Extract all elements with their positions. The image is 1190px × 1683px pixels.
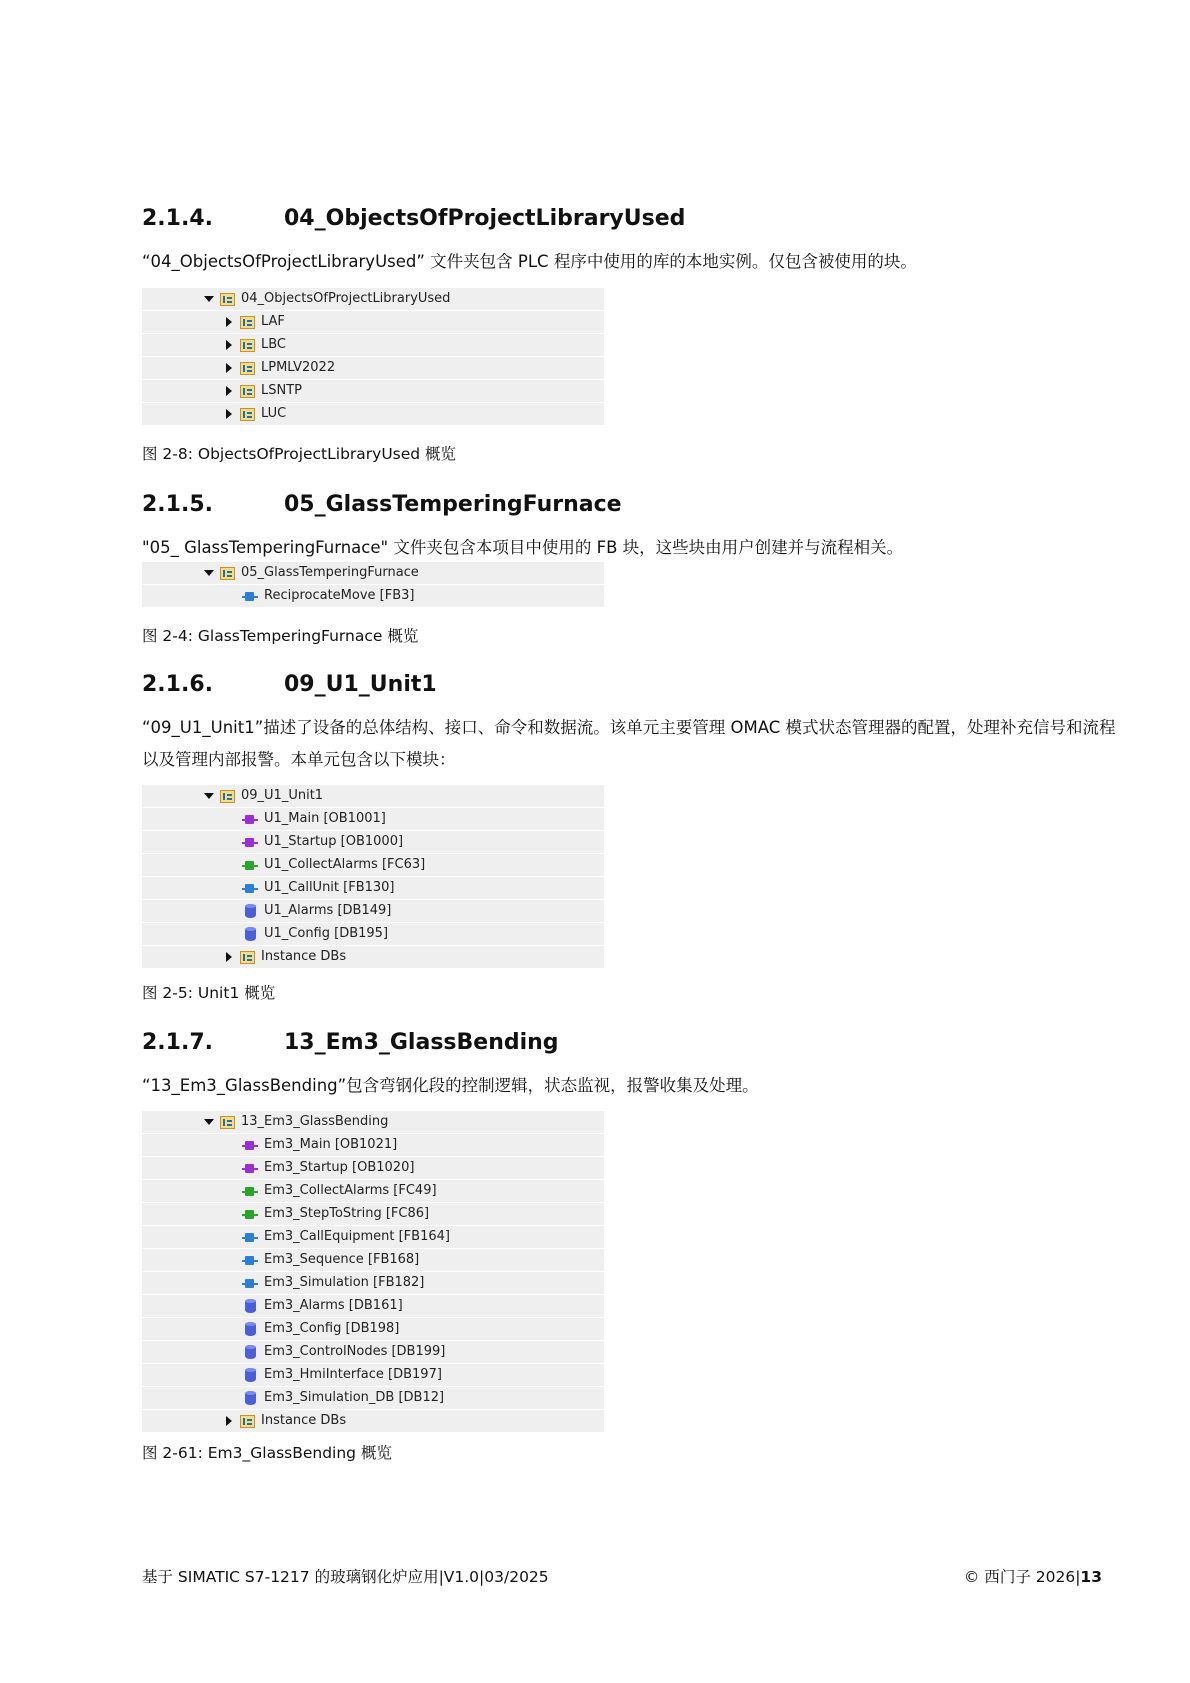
section-heading [142,1030,559,1055]
figure-caption: 图 2-5: Unit1 概览 [142,984,276,1002]
db-icon [245,1368,256,1382]
tree-row[interactable] [142,357,604,380]
section-number: 2.1.5. [142,492,213,517]
folder-icon [240,951,255,964]
tree-row-label: 13_Em3_GlassBending [241,1114,389,1129]
fc-icon [242,1210,258,1219]
tree-row[interactable] [142,1272,604,1295]
tree-row-label: Em3_ControlNodes [DB199] [264,1344,446,1359]
tree-row-label: Em3_Simulation_DB [DB12] [264,1390,445,1405]
folder-icon [220,567,235,580]
tree-row[interactable] [142,1318,604,1341]
tree-row-label: Em3_CallEquipment [FB164] [264,1229,450,1244]
folder-icon [220,1116,235,1129]
tree-row[interactable] [142,1364,604,1387]
tree-row-label: 04_ObjectsOfProjectLibraryUsed [241,291,451,306]
tree-row[interactable] [142,900,604,923]
fb-icon [242,1233,258,1242]
section-heading [142,206,685,231]
expand-arrow-right-icon[interactable] [226,409,232,419]
section-title: 13_Em3_GlassBending [284,1030,559,1055]
tree-row[interactable] [142,1134,604,1157]
tree-row[interactable] [142,1249,604,1272]
tree-row-label: U1_Config [DB195] [264,926,389,941]
fc-icon [242,1187,258,1196]
expand-arrow-down-icon[interactable] [204,296,214,302]
section-body: “13_Em3_GlassBending”包含弯钢化段的控制逻辑，状态监视，报警收集及处理。 [142,1076,759,1095]
tree-row[interactable] [142,1387,604,1410]
tree-row[interactable] [142,1295,604,1318]
tree-row-label: Em3_Main [OB1021] [264,1137,398,1152]
section-number: 2.1.6. [142,672,213,697]
tree-row[interactable] [142,946,604,969]
db-icon [245,1299,256,1313]
tree-row[interactable] [142,1410,604,1433]
db-icon [245,1391,256,1405]
tree-row-label: Em3_Startup [OB1020] [264,1160,415,1175]
tree-row-label: U1_Startup [OB1000] [264,834,404,849]
figure-caption: 图 2-4: GlassTemperingFurnace 概览 [142,627,419,645]
tree-row-label: LAF [261,314,285,329]
section-body: "05_ GlassTemperingFurnace" 文件夹包含本项目中使用的 FB 块，这些块由用户创建并与流程相关。 [142,538,904,557]
expand-arrow-right-icon[interactable] [226,952,232,962]
folder-icon [240,362,255,375]
section-number: 2.1.4. [142,206,213,231]
footer-copyright [964,1565,1102,1587]
section-heading [142,492,622,517]
footer-copyright-text: © 西门子 2026| [963,1568,1081,1586]
expand-arrow-right-icon[interactable] [226,317,232,327]
tree-row[interactable] [142,562,604,585]
tree-row-label: LSNTP [261,383,302,398]
tree-row[interactable] [142,1341,604,1364]
folder-icon [240,1415,255,1428]
tree-row[interactable] [142,923,604,946]
tree-row[interactable] [142,831,604,854]
tree-row-label: U1_Alarms [DB149] [264,903,392,918]
expand-arrow-down-icon[interactable] [204,1119,214,1125]
tree-row[interactable] [142,403,604,426]
tree-row[interactable] [142,1111,604,1134]
tree-row-label: LUC [261,406,287,421]
expand-arrow-right-icon[interactable] [226,386,232,396]
tree-row[interactable] [142,311,604,334]
expand-arrow-down-icon[interactable] [204,570,214,576]
tree-row[interactable] [142,785,604,808]
section-heading [142,672,437,697]
figure-caption: 图 2-8: ObjectsOfProjectLibraryUsed 概览 [142,445,457,463]
tree-row-label: Em3_Simulation [FB182] [264,1275,425,1290]
expand-arrow-right-icon[interactable] [226,340,232,350]
tree-row-label: U1_Main [OB1001] [264,811,386,826]
folder-icon [240,316,255,329]
expand-arrow-down-icon[interactable] [204,793,214,799]
tree-row[interactable] [142,1203,604,1226]
folder-icon [240,408,255,421]
tree-row[interactable] [142,288,604,311]
db-icon [245,904,256,918]
fb-icon [242,884,258,893]
tree-row-label: Em3_Alarms [DB161] [264,1298,403,1313]
tree-row[interactable] [142,1226,604,1249]
tree-row-label: U1_CallUnit [FB130] [264,880,395,895]
folder-icon [240,385,255,398]
ob-icon [242,1141,258,1150]
tree-row[interactable] [142,808,604,831]
ob-icon [242,1164,258,1173]
tree-row[interactable] [142,334,604,357]
db-icon [245,927,256,941]
footer-document-title: 基于 SIMATIC S7-1217 的玻璃钢化炉应用|V1.0|03/2025 [142,1568,549,1586]
section-title: 05_GlassTemperingFurnace [284,492,622,517]
tree-row-label: Em3_Sequence [FB168] [264,1252,420,1267]
expand-arrow-right-icon[interactable] [226,363,232,373]
project-tree [142,562,604,608]
expand-arrow-right-icon[interactable] [226,1416,232,1426]
tree-row[interactable] [142,877,604,900]
db-icon [245,1322,256,1336]
folder-icon [240,339,255,352]
ob-icon [242,815,258,824]
section-body: “09_U1_Unit1”描述了设备的总体结构、接口、命令和数据流。该单元主要管理 OMAC 模式状态管理器的配置，处理补充信号和流程以及管理内部报警。本单元包含以下模块： [142,718,1116,769]
fb-icon [242,1256,258,1265]
tree-row-label: ReciprocateMove [FB3] [264,588,415,603]
tree-row-label: Instance DBs [261,1413,347,1428]
tree-row-label: LPMLV2022 [261,360,336,375]
tree-row-label: Em3_StepToString [FC86] [264,1206,430,1221]
fc-icon [242,861,258,870]
tree-row-label: Em3_HmiInterface [DB197] [264,1367,442,1382]
section-title: 09_U1_Unit1 [284,672,437,697]
tree-row-label: 09_U1_Unit1 [241,788,324,803]
folder-icon [220,293,235,306]
project-tree [142,785,604,969]
project-tree [142,288,604,426]
tree-row[interactable] [142,585,604,608]
page-number: 13 [1080,1568,1102,1586]
project-tree [142,1111,604,1433]
tree-row-label: Em3_CollectAlarms [FC49] [264,1183,437,1198]
tree-row[interactable] [142,380,604,403]
tree-row[interactable] [142,1157,604,1180]
section-title: 04_ObjectsOfProjectLibraryUsed [284,206,686,231]
tree-row-label: U1_CollectAlarms [FC63] [264,857,426,872]
fb-icon [242,1279,258,1288]
tree-row[interactable] [142,1180,604,1203]
section-number: 2.1.7. [142,1030,213,1055]
tree-row-label: Instance DBs [261,949,347,964]
figure-caption: 图 2-61: Em3_GlassBending 概览 [142,1444,392,1462]
folder-icon [220,790,235,803]
ob-icon [242,838,258,847]
section-body: “04_ObjectsOfProjectLibraryUsed” 文件夹包含 PLC 程序中使用的库的本地实例。仅包含被使用的块。 [142,252,917,271]
db-icon [245,1345,256,1359]
tree-row-label: Em3_Config [DB198] [264,1321,400,1336]
tree-row-label: 05_GlassTemperingFurnace [241,565,419,580]
tree-row[interactable] [142,854,604,877]
tree-row-label: LBC [261,337,287,352]
fb-icon [242,592,258,601]
